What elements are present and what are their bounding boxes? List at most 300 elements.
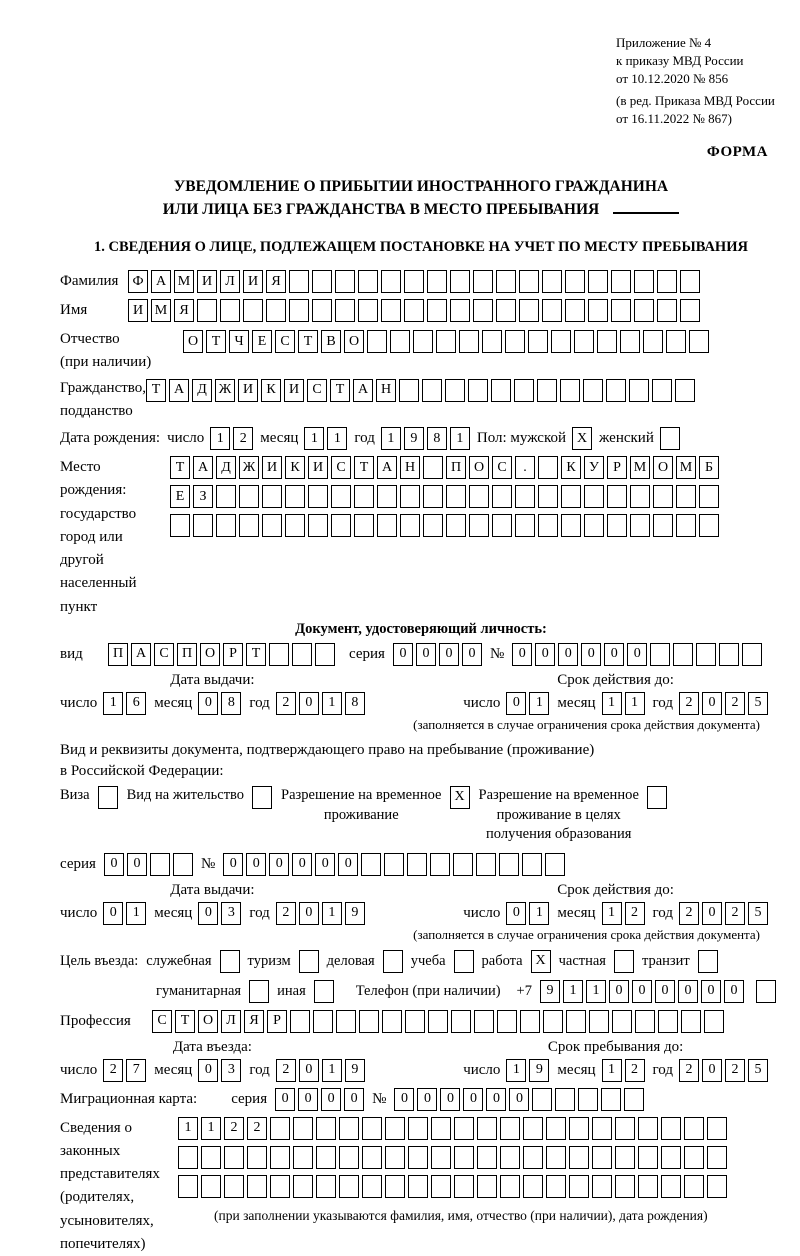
char-cell: 0 — [223, 853, 243, 876]
year-label: год — [652, 694, 673, 711]
char-cell — [293, 1117, 313, 1140]
char-cell — [578, 1088, 598, 1111]
month-label: месяц — [557, 904, 596, 921]
char-cell — [431, 1117, 451, 1140]
stay-doc-series-cells — [104, 853, 193, 876]
char-cell: И — [308, 456, 328, 479]
char-cell — [634, 299, 654, 322]
form-title-line1: УВЕДОМЛЕНИЕ О ПРИБЫТИИ ИНОСТРАННОГО ГРАЖДАНИНА — [173, 177, 669, 195]
char-cell: 0 — [299, 692, 319, 715]
char-cell — [477, 1146, 497, 1169]
series-label: серия — [349, 645, 385, 662]
char-cell: 1 — [103, 692, 123, 715]
char-cell: Д — [216, 456, 236, 479]
char-cell: . — [515, 456, 535, 479]
char-cell — [178, 1175, 198, 1198]
char-cell — [647, 786, 667, 809]
purpose-work: работа X — [482, 950, 551, 973]
char-cell — [293, 1175, 313, 1198]
char-cell — [630, 514, 650, 537]
year-label: год — [652, 1061, 673, 1078]
char-cell — [427, 299, 447, 322]
month-label: месяц — [154, 904, 193, 921]
char-cell: 3 — [221, 1059, 241, 1082]
char-cell: П — [108, 643, 128, 666]
char-cell — [335, 270, 355, 293]
stay-valid-day-cells — [506, 902, 549, 925]
option-temp-residence: Разрешение на временное проживание X — [281, 786, 469, 825]
identity-doc-heading: Документ, удостоверяющий личность: — [295, 620, 547, 637]
char-cell — [339, 1175, 359, 1198]
char-cell — [707, 1117, 727, 1140]
stay-issue-month-cells — [198, 902, 241, 925]
char-cell — [538, 514, 558, 537]
char-cell — [423, 514, 443, 537]
char-cell — [756, 980, 776, 1003]
issue-heading: Дата выдачи: — [170, 671, 255, 688]
char-cell — [561, 485, 581, 508]
char-cell — [385, 1117, 405, 1140]
char-cell — [459, 330, 479, 353]
char-cell — [681, 1010, 701, 1033]
char-cell: Т — [246, 643, 266, 666]
valid-day-cells — [506, 692, 549, 715]
char-cell: 0 — [299, 1059, 319, 1082]
char-cell — [247, 1146, 267, 1169]
char-cell: О — [200, 643, 220, 666]
birth-date-label: Дата рождения: — [60, 430, 161, 447]
stay-until-month-cells — [602, 1059, 645, 1082]
char-cell — [551, 330, 571, 353]
char-cell: 2 — [233, 427, 253, 450]
char-cell: З — [193, 485, 213, 508]
char-cell — [249, 980, 269, 1003]
char-cell: Е — [170, 485, 190, 508]
purpose-label: Цель въезда: — [60, 952, 139, 969]
char-cell — [491, 379, 511, 402]
char-cell: А — [377, 456, 397, 479]
representatives-label: Сведения о законных представителях (родителях, усыновителях, попечителях) — [60, 1119, 160, 1252]
char-cell: М — [174, 270, 194, 293]
stay-issue-day-cells — [103, 902, 146, 925]
stay-doc-intro2: в Российской Федерации: — [60, 762, 224, 779]
char-cell: Т — [330, 379, 350, 402]
entry-year-cells — [276, 1059, 365, 1082]
char-cell: 0 — [246, 853, 266, 876]
char-cell — [362, 1146, 382, 1169]
char-cell: А — [151, 270, 171, 293]
stay-until-year-cells — [679, 1059, 768, 1082]
issue-day-cells — [103, 692, 146, 715]
stay-doc-intro1: Вид и реквизиты документа, подтверждающего право на пребывание (проживание) — [60, 741, 595, 758]
representatives-row3 — [178, 1175, 727, 1198]
surname-label: Фамилия — [60, 273, 119, 290]
char-cell: 0 — [315, 853, 335, 876]
purpose-official: служебная — [146, 950, 239, 973]
char-cell: 0 — [632, 980, 652, 1003]
char-cell: 1 — [450, 427, 470, 450]
char-cell: 0 — [702, 692, 722, 715]
char-cell — [597, 330, 617, 353]
representatives-cells-block — [178, 1117, 727, 1224]
char-cell — [400, 514, 420, 537]
char-cell — [612, 1010, 632, 1033]
char-cell — [653, 485, 673, 508]
row-surname — [60, 270, 782, 293]
char-cell: 2 — [224, 1117, 244, 1140]
char-cell — [450, 299, 470, 322]
char-cell — [592, 1117, 612, 1140]
stay-doc-dates — [60, 882, 768, 925]
char-cell — [629, 379, 649, 402]
char-cell — [335, 299, 355, 322]
char-cell — [446, 485, 466, 508]
citizenship-cells — [146, 379, 695, 402]
char-cell: 0 — [581, 643, 601, 666]
char-cell — [431, 1146, 451, 1169]
valid-date-col — [463, 672, 768, 715]
char-cell — [331, 514, 351, 537]
char-cell — [675, 379, 695, 402]
day-label: число — [60, 694, 98, 711]
char-cell: А — [169, 379, 189, 402]
char-cell: М — [630, 456, 650, 479]
char-cell: 9 — [345, 902, 365, 925]
char-cell — [454, 950, 474, 973]
char-cell — [339, 1146, 359, 1169]
char-cell — [384, 853, 404, 876]
char-cell: 0 — [558, 643, 578, 666]
char-cell — [445, 379, 465, 402]
char-cell — [331, 485, 351, 508]
row-birth-date — [60, 427, 782, 450]
purpose-tourism: туризм — [248, 950, 319, 973]
month-label: месяц — [154, 1061, 193, 1078]
form-title-line2: ИЛИ ЛИЦА БЕЗ ГРАЖДАНСТВА В МЕСТО ПРЕБЫВАНИЯ — [60, 198, 782, 221]
char-cell: 1 — [322, 692, 342, 715]
char-cell: И — [128, 299, 148, 322]
char-cell — [638, 1117, 658, 1140]
char-cell: 9 — [404, 427, 424, 450]
char-cell — [220, 950, 240, 973]
char-cell: Т — [175, 1010, 195, 1033]
char-cell — [650, 643, 670, 666]
char-cell — [339, 1117, 359, 1140]
char-cell: И — [197, 270, 217, 293]
annex-line: Приложение № 4 — [616, 35, 712, 50]
purpose-transit: транзит — [642, 950, 718, 973]
char-cell — [315, 643, 335, 666]
char-cell: 2 — [276, 902, 296, 925]
issue-date-col — [60, 672, 365, 715]
char-cell — [699, 514, 719, 537]
char-cell — [285, 514, 305, 537]
char-cell: У — [584, 456, 604, 479]
representatives-cells — [178, 1117, 727, 1198]
char-cell: 2 — [276, 692, 296, 715]
char-cell — [216, 514, 236, 537]
citizenship-label: Гражданство, подданство — [60, 379, 147, 419]
char-cell: 8 — [221, 692, 241, 715]
series-label: серия — [60, 855, 96, 872]
char-cell: 0 — [604, 643, 624, 666]
char-cell — [614, 950, 634, 973]
char-cell: Ф — [128, 270, 148, 293]
char-cell — [362, 1175, 382, 1198]
number-sign: № — [489, 645, 505, 662]
char-cell — [592, 1175, 612, 1198]
birth-place-row3 — [170, 514, 719, 537]
work-checkbox — [531, 950, 551, 973]
char-cell — [193, 514, 213, 537]
row-visit-purpose — [60, 950, 782, 973]
char-cell — [630, 485, 650, 508]
given-name-cells — [128, 299, 700, 322]
residence-permit-checkbox — [252, 786, 272, 809]
char-cell — [270, 1146, 290, 1169]
char-cell — [607, 485, 627, 508]
year-label: год — [354, 430, 375, 447]
char-cell — [473, 299, 493, 322]
char-cell — [308, 514, 328, 537]
phone-extra-cell — [756, 980, 776, 1003]
char-cell: Р — [223, 643, 243, 666]
char-cell: Н — [376, 379, 396, 402]
valid-date-col — [463, 882, 768, 925]
char-cell — [224, 1175, 244, 1198]
char-cell — [285, 485, 305, 508]
day-label: число — [463, 904, 501, 921]
row-migration-card — [60, 1088, 782, 1111]
birth-year-cells — [381, 427, 470, 450]
char-cell: К — [561, 456, 581, 479]
char-cell — [316, 1117, 336, 1140]
char-cell — [584, 514, 604, 537]
char-cell — [699, 485, 719, 508]
migration-series-cells — [275, 1088, 364, 1111]
char-cell — [523, 1146, 543, 1169]
char-cell: Т — [354, 456, 374, 479]
char-cell — [583, 379, 603, 402]
char-cell — [247, 1175, 267, 1198]
char-cell — [588, 299, 608, 322]
birth-place-row1 — [170, 456, 719, 479]
char-cell: С — [492, 456, 512, 479]
stay-until-col — [463, 1039, 768, 1082]
char-cell — [658, 1010, 678, 1033]
char-cell: В — [321, 330, 341, 353]
char-cell — [542, 299, 562, 322]
char-cell — [408, 1175, 428, 1198]
issue-year-cells — [276, 692, 365, 715]
char-cell: 2 — [679, 902, 699, 925]
char-cell: X — [572, 427, 592, 450]
char-cell: 0 — [678, 980, 698, 1003]
sex-female-checkbox — [660, 427, 680, 450]
char-cell: 2 — [679, 1059, 699, 1082]
char-cell: X — [450, 786, 470, 809]
char-cell: 0 — [486, 1088, 506, 1111]
char-cell: 0 — [338, 853, 358, 876]
char-cell: С — [152, 1010, 172, 1033]
sex-male-label: Пол: мужской — [476, 430, 567, 447]
char-cell — [454, 1175, 474, 1198]
char-cell: И — [262, 456, 282, 479]
row-profession — [60, 1010, 782, 1033]
char-cell: 1 — [322, 902, 342, 925]
month-label: месяц — [260, 430, 299, 447]
char-cell — [555, 1088, 575, 1111]
year-label: год — [249, 904, 270, 921]
year-label: год — [652, 904, 673, 921]
migration-number-cells — [394, 1088, 644, 1111]
representatives-row2 — [178, 1146, 727, 1169]
char-cell: 0 — [127, 853, 147, 876]
annex-line: от 10.12.2020 № 856 — [616, 70, 729, 86]
char-cell — [566, 1010, 586, 1033]
char-cell — [684, 1175, 704, 1198]
day-label: число — [60, 904, 98, 921]
char-cell — [377, 514, 397, 537]
birth-place-cells — [170, 456, 719, 543]
phone-label: Телефон (при наличии) — [355, 982, 501, 999]
migration-card-label: Миграционная карта: — [60, 1090, 198, 1107]
month-label: месяц — [154, 694, 193, 711]
entry-dates — [60, 1039, 768, 1082]
char-cell — [560, 379, 580, 402]
char-cell — [611, 299, 631, 322]
issue-heading: Дата выдачи: — [170, 881, 255, 898]
purpose-private: частная — [559, 950, 634, 973]
char-cell: 1 — [529, 902, 549, 925]
char-cell: 1 — [210, 427, 230, 450]
char-cell — [454, 1146, 474, 1169]
char-cell — [546, 1117, 566, 1140]
char-cell — [497, 1010, 517, 1033]
char-cell: С — [307, 379, 327, 402]
char-cell: 3 — [221, 902, 241, 925]
day-label: число — [463, 1061, 501, 1078]
char-cell — [615, 1175, 635, 1198]
char-cell — [523, 1175, 543, 1198]
doc-kind-label: вид — [60, 645, 83, 662]
char-cell — [289, 270, 309, 293]
char-cell — [574, 330, 594, 353]
char-cell — [290, 1010, 310, 1033]
char-cell — [684, 1117, 704, 1140]
row-representatives — [60, 1117, 782, 1256]
char-cell: 0 — [292, 853, 312, 876]
char-cell — [436, 330, 456, 353]
char-cell — [431, 1175, 451, 1198]
char-cell — [606, 379, 626, 402]
char-cell — [584, 485, 604, 508]
char-cell — [676, 514, 696, 537]
char-cell — [150, 853, 170, 876]
char-cell: Е — [252, 330, 272, 353]
char-cell — [707, 1175, 727, 1198]
char-cell — [519, 270, 539, 293]
month-label: месяц — [557, 1061, 596, 1078]
char-cell: 2 — [247, 1117, 267, 1140]
row-identity-doc — [60, 643, 782, 666]
other-checkbox — [314, 980, 334, 1003]
annex-reference — [616, 34, 782, 128]
char-cell — [262, 514, 282, 537]
char-cell: 0 — [416, 643, 436, 666]
char-cell: 2 — [103, 1059, 123, 1082]
char-cell — [428, 1010, 448, 1033]
char-cell — [477, 1117, 497, 1140]
char-cell — [588, 270, 608, 293]
stay-until-heading: Срок пребывания до: — [547, 1038, 684, 1055]
patronymic-label: Отчество (при наличии) — [60, 331, 152, 371]
char-cell: 2 — [625, 902, 645, 925]
char-cell — [673, 643, 693, 666]
char-cell — [243, 299, 263, 322]
char-cell — [496, 270, 516, 293]
char-cell: М — [151, 299, 171, 322]
char-cell — [270, 1175, 290, 1198]
char-cell — [500, 1146, 520, 1169]
char-cell — [358, 299, 378, 322]
char-cell — [201, 1146, 221, 1169]
char-cell: 0 — [702, 1059, 722, 1082]
char-cell — [652, 379, 672, 402]
char-cell: 0 — [509, 1088, 529, 1111]
char-cell — [500, 1117, 520, 1140]
char-cell: 1 — [381, 427, 401, 450]
char-cell — [178, 1146, 198, 1169]
char-cell: 1 — [126, 902, 146, 925]
char-cell — [312, 299, 332, 322]
char-cell: С — [331, 456, 351, 479]
char-cell — [358, 270, 378, 293]
char-cell: 1 — [602, 902, 622, 925]
char-cell: А — [131, 643, 151, 666]
char-cell — [661, 1175, 681, 1198]
form-label: ФОРМА — [706, 143, 768, 160]
char-cell: 9 — [540, 980, 560, 1003]
doc-kind-cells — [108, 643, 335, 666]
char-cell — [469, 485, 489, 508]
char-cell — [546, 1146, 566, 1169]
char-cell — [680, 270, 700, 293]
char-cell — [400, 485, 420, 508]
char-cell — [308, 485, 328, 508]
humanitarian-checkbox — [249, 980, 269, 1003]
birth-day-cells — [210, 427, 253, 450]
char-cell — [270, 1117, 290, 1140]
char-cell — [427, 270, 447, 293]
private-checkbox — [614, 950, 634, 973]
char-cell: О — [183, 330, 203, 353]
char-cell — [381, 270, 401, 293]
char-cell: 5 — [748, 1059, 768, 1082]
char-cell — [408, 1146, 428, 1169]
char-cell — [476, 853, 496, 876]
row-given-name — [60, 299, 782, 322]
row-patronymic — [60, 328, 782, 375]
char-cell — [220, 299, 240, 322]
char-cell: 1 — [602, 692, 622, 715]
tourism-checkbox — [299, 950, 319, 973]
official-checkbox — [220, 950, 240, 973]
char-cell: 1 — [529, 692, 549, 715]
char-cell — [382, 1010, 402, 1033]
char-cell — [292, 643, 312, 666]
char-cell: 0 — [275, 1088, 295, 1111]
